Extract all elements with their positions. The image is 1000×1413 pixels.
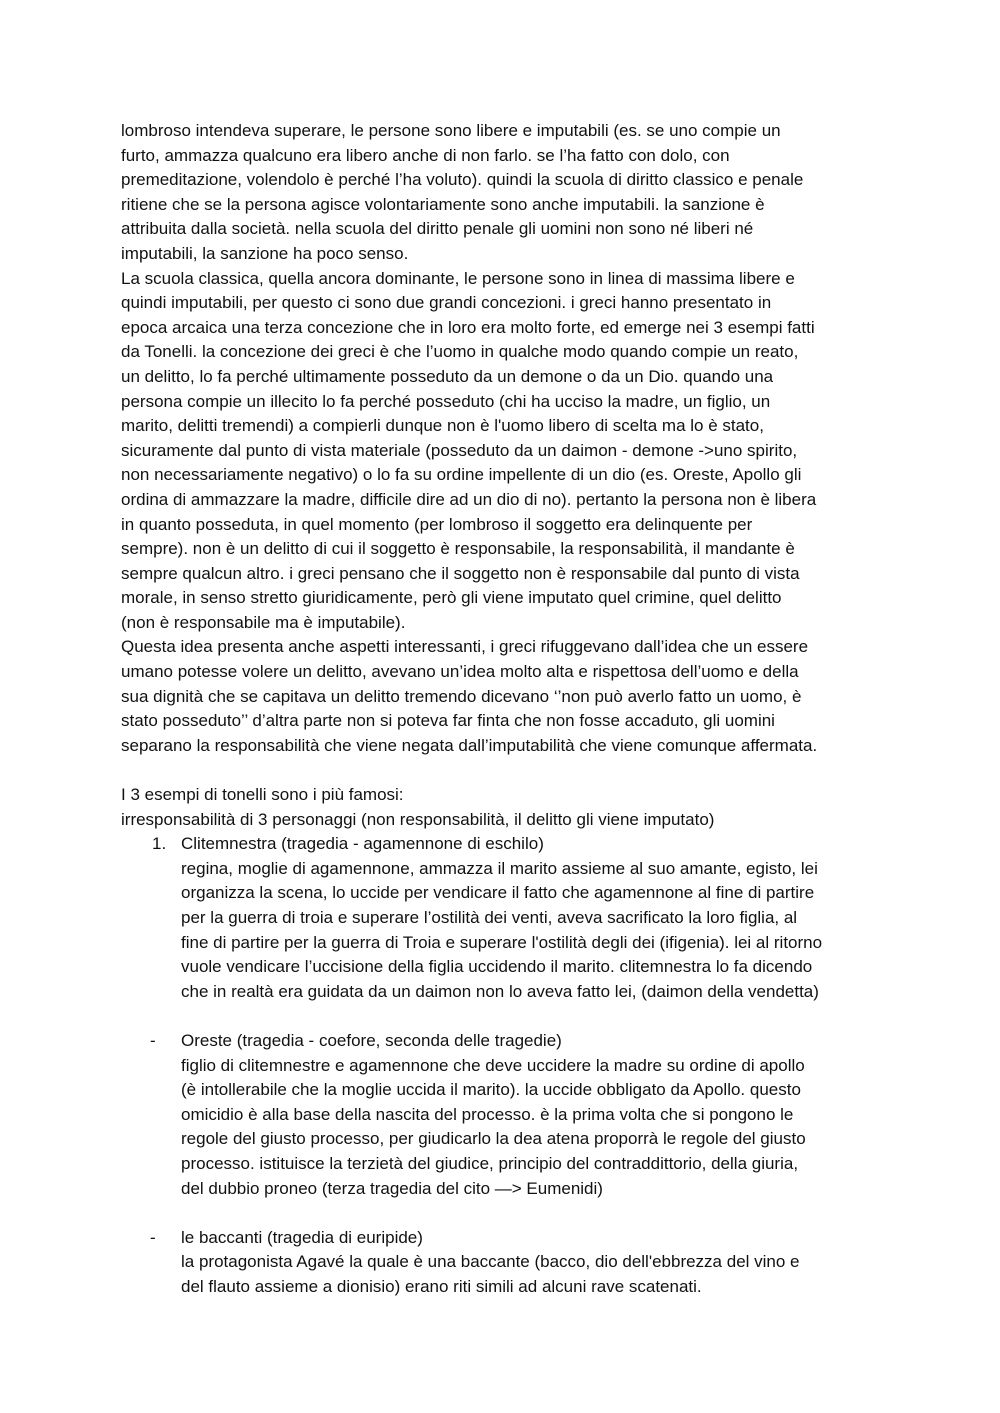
text-line: marito, delitti tremendi) a compierli dunque non è l'uomo libero di scelta ma lo è stato, [121,416,764,436]
text-line: attribuita dalla società. nella scuola del diritto penale gli uomini non sono né liberi né [121,219,754,239]
list-item-title: Oreste (tragedia - coefore, seconda delle tragedie) [181,1030,562,1050]
list-bullet: - [150,1227,156,1247]
text-line: un delitto, lo fa perché ultimamente posseduto da un demone o da un Dio. quando una [121,366,774,386]
text-line: La scuola classica, quella ancora dominante, le persone sono in linea di massima libere e [121,268,795,288]
text-line: organizza la scena, lo uccide per vendicare il fatto che agamennone al fine di partire [181,883,815,903]
text-line: epoca arcaica una terza concezione che in loro era molto forte, ed emerge nei 3 esempi fatti [121,317,815,337]
text-line: separano la responsabilità che viene negata dall’imputabilità che viene comunque affermata. [121,735,818,755]
text-line: da Tonelli. la concezione dei greci è che l’uomo in qualche modo quando compie un reato, [121,342,799,362]
list-number: 1. [152,834,167,854]
text-line: figlio di clitemnestre e agamennone che deve uccidere la madre su ordine di apollo [181,1055,805,1075]
text-line: regole del giusto processo, per giudicarlo la dea atena proporrà le regole del giusto [181,1129,806,1149]
text-line: (non è responsabile ma è imputabile). [121,612,406,632]
text-line: imputabili, la sanzione ha poco senso. [121,243,409,263]
text-line: fine di partire per la guerra di Troia e superare l'ostilità degli dei (ifigenia). lei al ritorno [181,932,823,952]
text-line: in quanto posseduta, in quel momento (per lombroso il soggetto era delinquente per [121,514,753,534]
list-item-title: le baccanti (tragedia di euripide) [181,1227,423,1247]
text-line: persona compie un illecito lo fa perché posseduto (chi ha ucciso la madre, un figlio, un [121,391,771,411]
text-line: umano potesse volere un delitto, avevano un’idea molto alta e rispettosa dell’uomo e della [121,662,799,682]
text-line: la protagonista Agavé la quale è una baccante (bacco, dio dell'ebbrezza del vino e [181,1252,800,1272]
text-line: del flauto assieme a dionisio) erano riti simili ad alcuni rave scatenati. [181,1276,702,1296]
text-line: stato posseduto’’ d’altra parte non si poteva far finta che non fosse accaduto, gli uomini [121,711,775,731]
text-line: irresponsabilità di 3 personaggi (non responsabilità, il delitto gli viene imputato) [121,809,715,829]
text-line: sua dignità che se capitava un delitto tremendo dicevano ‘’non può averlo fatto un uomo, è [121,686,802,706]
text-line: I 3 esempi di tonelli sono i più famosi: [121,785,404,805]
text-line: ordina di ammazzare la madre, difficile dire ad un dio di no). pertanto la persona non è libera [121,489,817,509]
text-line: che in realtà era guidata da un daimon non lo aveva fatto lei, (daimon della vendetta) [181,981,819,1001]
text-line: regina, moglie di agamennone, ammazza il marito assieme al suo amante, egisto, lei [181,858,818,878]
blank-line [121,1201,881,1226]
text-line: processo. istituisce la terzietà del giudice, principio del contraddittorio, della giuria, [181,1153,799,1173]
list-item-title: Clitemnestra (tragedia - agamennone di eschilo) [181,834,544,854]
paragraph-1 [121,119,881,267]
text-line: sicuramente dal punto di vista materiale (posseduto da un daimon - demone ->uno spirito, [121,440,798,460]
text-line: Questa idea presenta anche aspetti interessanti, i greci rifuggevano dall’idea che un essere [121,637,809,657]
list-intro [121,783,881,832]
list-item-baccanti [121,1226,881,1300]
text-line: furto, ammazza qualcuno era libero anche di non farlo. se l’ha fatto con dolo, con [121,145,730,165]
list-item-clitemnestra [121,832,881,1004]
text-line: per la guerra di troia e superare l’ostilità dei venti, aveva sacrificato la loro figlia, al [181,908,798,927]
text-line: vuole vendicare l’uccisione della figlia uccidendo il marito. clitemnestra lo fa dicendo [181,957,813,977]
text-line: (è intollerabile che la moglie uccida il marito). la uccide obbligato da Apollo. questo [181,1080,801,1100]
text-line: del dubbio proneo (terza tragedia del cito —> Eumenidi) [181,1178,603,1198]
blank-line [121,758,881,783]
text-line: sempre). non è un delitto di cui il soggetto è responsabile, la responsabilità, il mandante è [121,539,795,559]
text-line: morale, in senso stretto giuridicamente, però gli viene imputato quel crimine, quel delitto [121,588,782,608]
blank-line [121,1004,881,1029]
text-line: quindi imputabili, per questo ci sono due grandi concezioni. i greci hanno presentato in [121,293,772,313]
document-page [121,119,881,1300]
text-line: lombroso intendeva superare, le persone sono libere e imputabili (es. se uno compie un [121,121,781,140]
text-line: sempre qualcun altro. i greci pensano che il soggetto non è responsabile dal punto di vista [121,563,800,583]
paragraph-3 [121,635,881,758]
paragraph-2 [121,267,881,636]
text-line: omicidio è alla base della nascita del processo. è la prima volta che si pongono le [181,1104,794,1124]
list-bullet: - [150,1030,156,1050]
list-item-oreste [121,1029,881,1201]
text-line: premeditazione, volendolo è perché l’ha voluto). quindi la scuola di diritto classico e penale [121,170,804,190]
text-line: non necessariamente negativo) o lo fa su ordine impellente di un dio (es. Oreste, Apollo gli [121,465,802,485]
text-line: ritiene che se la persona agisce volontariamente sono anche imputabili. la sanzione è [121,194,765,214]
